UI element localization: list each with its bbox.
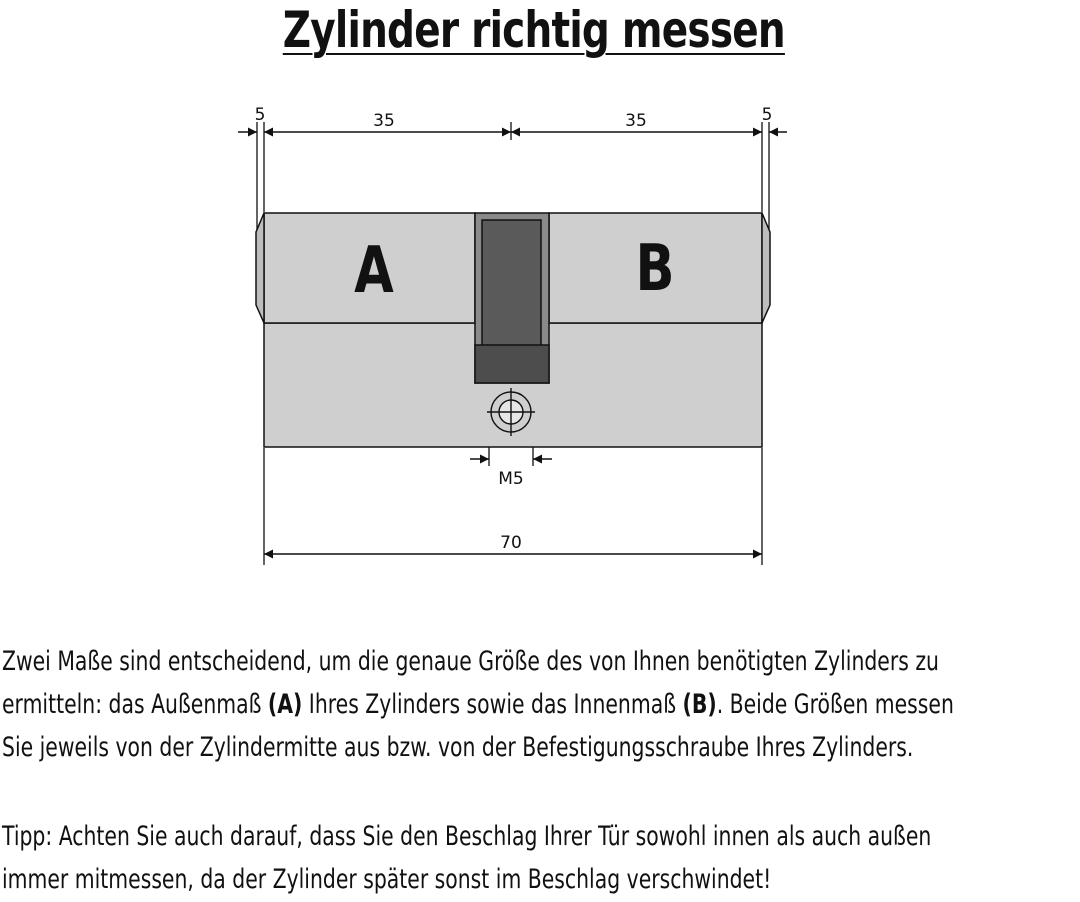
paragraph2-line2: immer mitmessen, da der Zylinder später sonst im Beschlag verschwindet!	[2, 864, 772, 895]
title-text: Zylinder richtig messen	[282, 1, 785, 59]
paragraph1-line2	[2, 683, 1067, 726]
dim-right-cam-label: 5	[761, 105, 773, 125]
paragraph1-line2-post: . Beide Größen messen	[716, 689, 954, 720]
paragraph2-line1: Tipp: Achten Sie auch darauf, dass Sie den Beschlag Ihrer Tür sowohl innen als auch außen	[2, 821, 932, 852]
paragraph1-line2-mid: Ihres Zylinders sowie das Innenmaß	[302, 689, 683, 720]
dim-total-label: 70	[500, 533, 522, 553]
paragraph1-line3: Sie jeweils von der Zylindermitte aus bzw. von der Befestigungsschraube Ihres Zylinders.	[2, 732, 914, 763]
paragraph-measure-info	[2, 640, 1067, 769]
dim-screw-label: M5	[498, 469, 524, 489]
cam-base	[475, 345, 549, 383]
dim-half-b-label: 35	[625, 111, 647, 131]
paragraph1-line2-pre: ermitteln: das Außenmaß	[2, 689, 268, 720]
dim-half-a-label: 35	[373, 111, 395, 131]
half-a-label: A	[354, 232, 394, 308]
dim-left-cam-label: 5	[254, 105, 266, 125]
paragraph1-bold-b: (B)	[682, 689, 717, 720]
half-b-label: B	[635, 230, 675, 306]
right-end-bevel	[762, 213, 770, 323]
paragraph1-line1: Zwei Maße sind entscheidend, um die genaue Größe des von Ihnen benötigten Zylinders zu	[2, 646, 939, 677]
paragraph1-bold-a: (A)	[267, 689, 303, 720]
left-end-bevel	[256, 213, 264, 323]
paragraph-tip	[2, 815, 1067, 901]
